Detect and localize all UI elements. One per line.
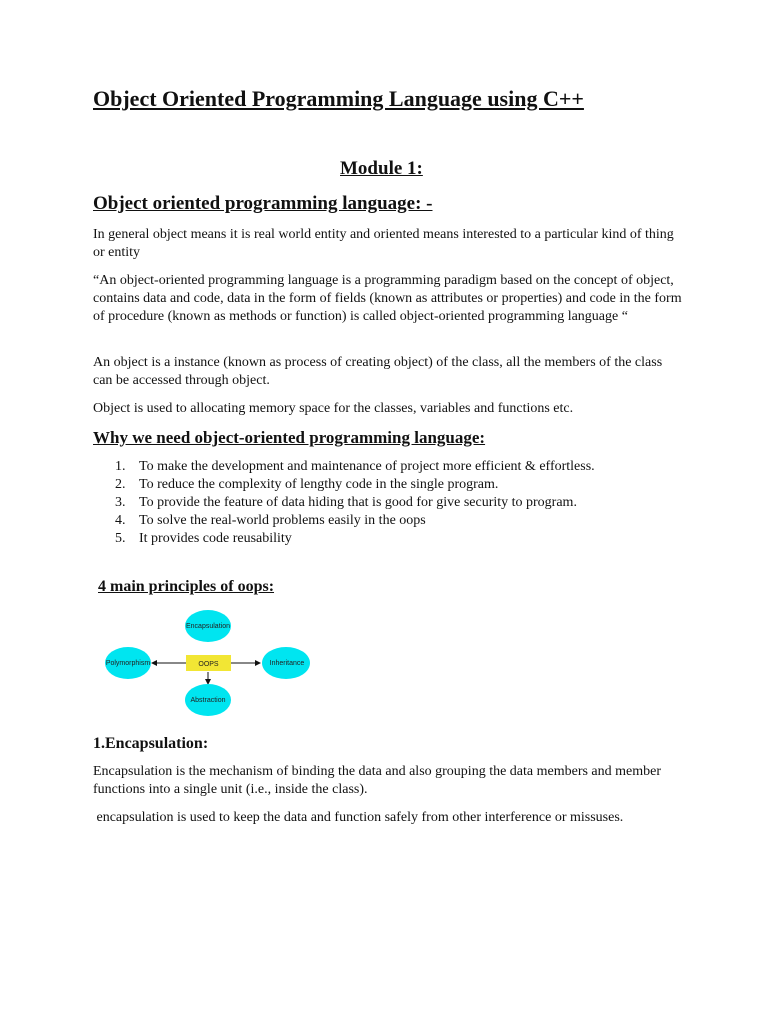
list-item-text: To make the development and maintenance of project more efficient & effortless. <box>139 459 595 474</box>
list-item-number: 3. <box>115 495 126 510</box>
list-item <box>93 530 595 548</box>
memory-paragraph: Object is used to allocating memory space for the classes, variables and functions etc. <box>93 401 574 416</box>
why-heading: Why we need object-oriented programming language: <box>93 428 486 447</box>
definition-paragraph: “An object-oriented programming language is a programming paradigm based on the concept of object, contains data and code, data in the form of fields (known as attributes or properties) and code in the form of procedure (known as methods or function) is called object-oriented programming language “ <box>93 273 682 324</box>
list-item <box>93 494 595 512</box>
encapsulation-purpose-paragraph: encapsulation is used to keep the data and function safely from other interference or missuses. <box>93 810 624 825</box>
encapsulation-label: Encapsulation <box>186 623 230 630</box>
list-item-text: To reduce the complexity of lengthy code in the single program. <box>139 477 499 492</box>
document-title: Object Oriented Programming Language using C++ <box>93 86 584 111</box>
list-item <box>93 512 595 530</box>
encapsulation-definition-paragraph: Encapsulation is the mechanism of binding the data and also grouping the data members and member functions into a single unit (i.e., inside the class). <box>93 764 662 797</box>
list-item-text: To solve the real-world problems easily in the oops <box>139 513 426 528</box>
list-item <box>93 458 595 476</box>
encapsulation-heading: 1.Encapsulation: <box>93 735 209 752</box>
list-item-number: 1. <box>115 459 126 474</box>
list-item-number: 2. <box>115 477 126 492</box>
inheritance-label: Inheritance <box>269 660 305 667</box>
polymorphism-label: Polymorphism <box>105 660 151 667</box>
list-item-number: 5. <box>115 531 126 546</box>
list-item-text: To provide the feature of data hiding that is good for give security to program. <box>139 495 577 510</box>
list-item-text: It provides code reusability <box>139 531 292 546</box>
object-paragraph: An object is a instance (known as process of creating object) of the class, all the members of the class can be accessed through object. <box>93 355 663 388</box>
list-item <box>93 476 595 494</box>
abstraction-label: Abstraction <box>190 697 226 704</box>
reasons-list <box>93 458 595 548</box>
module-heading: Module 1: <box>340 158 423 179</box>
oops-principles-diagram <box>100 606 320 722</box>
principles-heading: 4 main principles of oops: <box>98 578 275 595</box>
intro-paragraph: In general object means it is real world entity and oriented means interested to a particular kind of thing or entity <box>93 227 674 260</box>
section-heading: Object oriented programming language: - <box>93 193 433 214</box>
oops-center-label: OOPS <box>198 661 219 668</box>
list-item-number: 4. <box>115 513 126 528</box>
